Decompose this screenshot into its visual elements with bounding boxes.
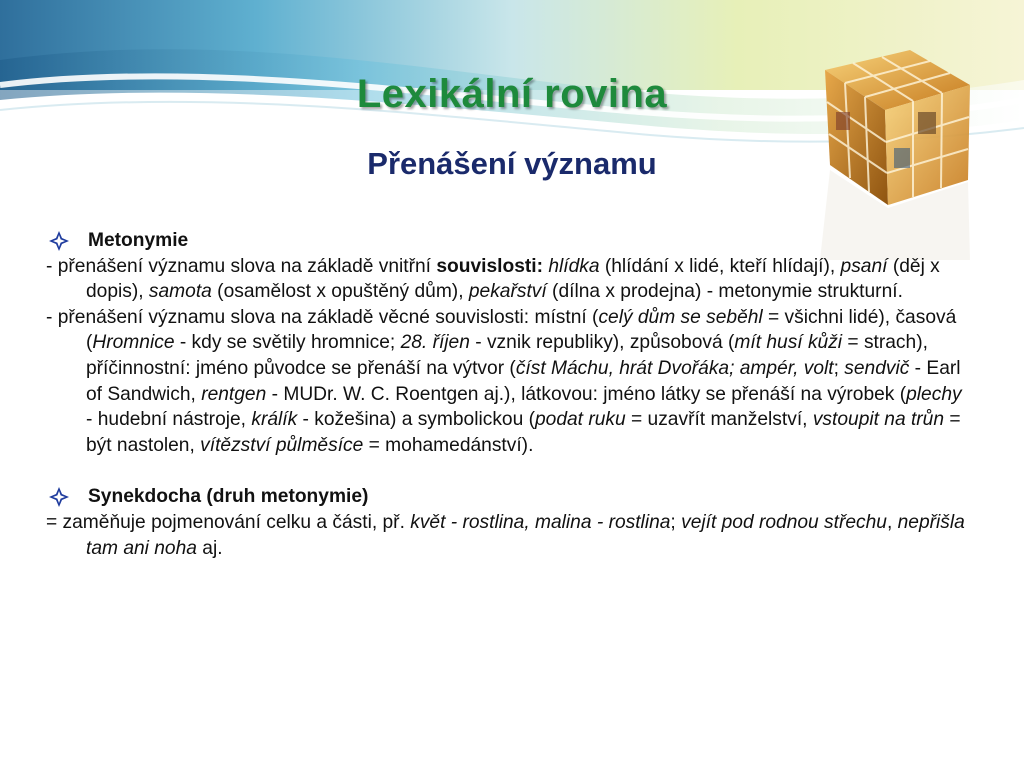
text-segment: - hudební nástroje,: [86, 409, 252, 431]
bold-segment: souvislosti:: [436, 255, 543, 277]
text-segment: ;: [670, 511, 682, 533]
text-segment: = strach), příčinnostní: jméno původce se přenáší na výtvor (: [86, 332, 928, 379]
text-segment: = zaměňuje pojmenování celku a části, př.: [46, 511, 411, 533]
text-segment: - MUDr. W. C. Roentgen aj.), látkovou: jméno látky se přenáší na výrobek (: [266, 383, 907, 405]
text-segment: = mohamedánství).: [363, 434, 534, 456]
text-segment: ,: [886, 511, 898, 533]
text-segment: = být nastolen,: [86, 409, 961, 456]
italic-segment: plechy: [906, 383, 962, 405]
paragraph-synekdocha-1: [46, 510, 966, 561]
paragraph-metonymie-2: [46, 305, 966, 459]
text-segment: (děj x dopis),: [86, 255, 940, 303]
paragraph-metonymie-1: [46, 254, 966, 305]
italic-segment: mít husí kůži: [734, 332, 843, 354]
italic-segment: rentgen: [201, 383, 267, 405]
diamond-bullet-icon: [48, 230, 70, 252]
italic-segment: pekařství: [468, 281, 547, 303]
italic-segment: 28. říjen: [400, 332, 470, 354]
italic-segment: číst Máchu, hrát Dvořáka; ampér, volt: [515, 357, 834, 379]
section-heading-label: Synekdocha (druh metonymie): [88, 486, 369, 508]
text-segment: - přenášení významu slova na základě vnitřní: [46, 255, 437, 277]
italic-segment: květ - rostlina, malina - rostlina: [410, 511, 671, 533]
text-segment: = uzavřít manželství,: [625, 409, 813, 431]
text-segment: (hlídání x lidé, kteří hlídají),: [599, 255, 841, 277]
diamond-bullet-icon: [48, 486, 70, 508]
italic-segment: sendvič: [844, 357, 910, 379]
content-body: [46, 228, 966, 561]
italic-segment: psaní: [840, 255, 888, 277]
italic-segment: nepřišla tam ani noha: [86, 511, 965, 559]
text-segment: - kožešina) a symbolickou (: [297, 409, 535, 431]
text-segment: ;: [833, 357, 845, 379]
text-segment: = všichni lidé), časová (: [86, 306, 957, 354]
section-heading-label: Metonymie: [88, 230, 189, 251]
spacer: [46, 458, 966, 484]
photo-cube-icon: [800, 30, 990, 260]
italic-segment: samota: [148, 281, 212, 303]
text-segment: - Earl of Sandwich,: [86, 357, 961, 405]
italic-segment: hlídka: [548, 255, 600, 277]
text-segment: (dílna x prodejna) - metonymie strukturní.: [546, 281, 903, 303]
italic-segment: podat ruku: [534, 409, 626, 431]
text-segment: - přenášení významu slova na základě věcné souvislosti: místní (: [46, 306, 599, 328]
section-heading-synekdocha: [46, 484, 966, 510]
slide-title: Lexikální rovina: [356, 72, 668, 116]
italic-segment: vejít pod rodnou střechu: [681, 511, 887, 533]
italic-segment: vstoupit na trůn: [812, 409, 945, 431]
text-segment: - vznik republiky), způsobová (: [469, 332, 735, 354]
section-heading-metonymie: [46, 228, 966, 254]
slide-subtitle: Přenášení významu: [367, 146, 657, 181]
italic-segment: celý dům se seběhl: [598, 306, 763, 328]
text-segment: - kdy se světily hromnice;: [174, 332, 401, 354]
italic-segment: vítězství půlměsíce: [200, 434, 364, 456]
italic-segment: Hromnice: [92, 332, 175, 354]
italic-segment: králík: [251, 409, 298, 431]
text-segment: aj.: [196, 537, 223, 559]
text-segment: (osamělost x opuštěný dům),: [211, 281, 469, 303]
